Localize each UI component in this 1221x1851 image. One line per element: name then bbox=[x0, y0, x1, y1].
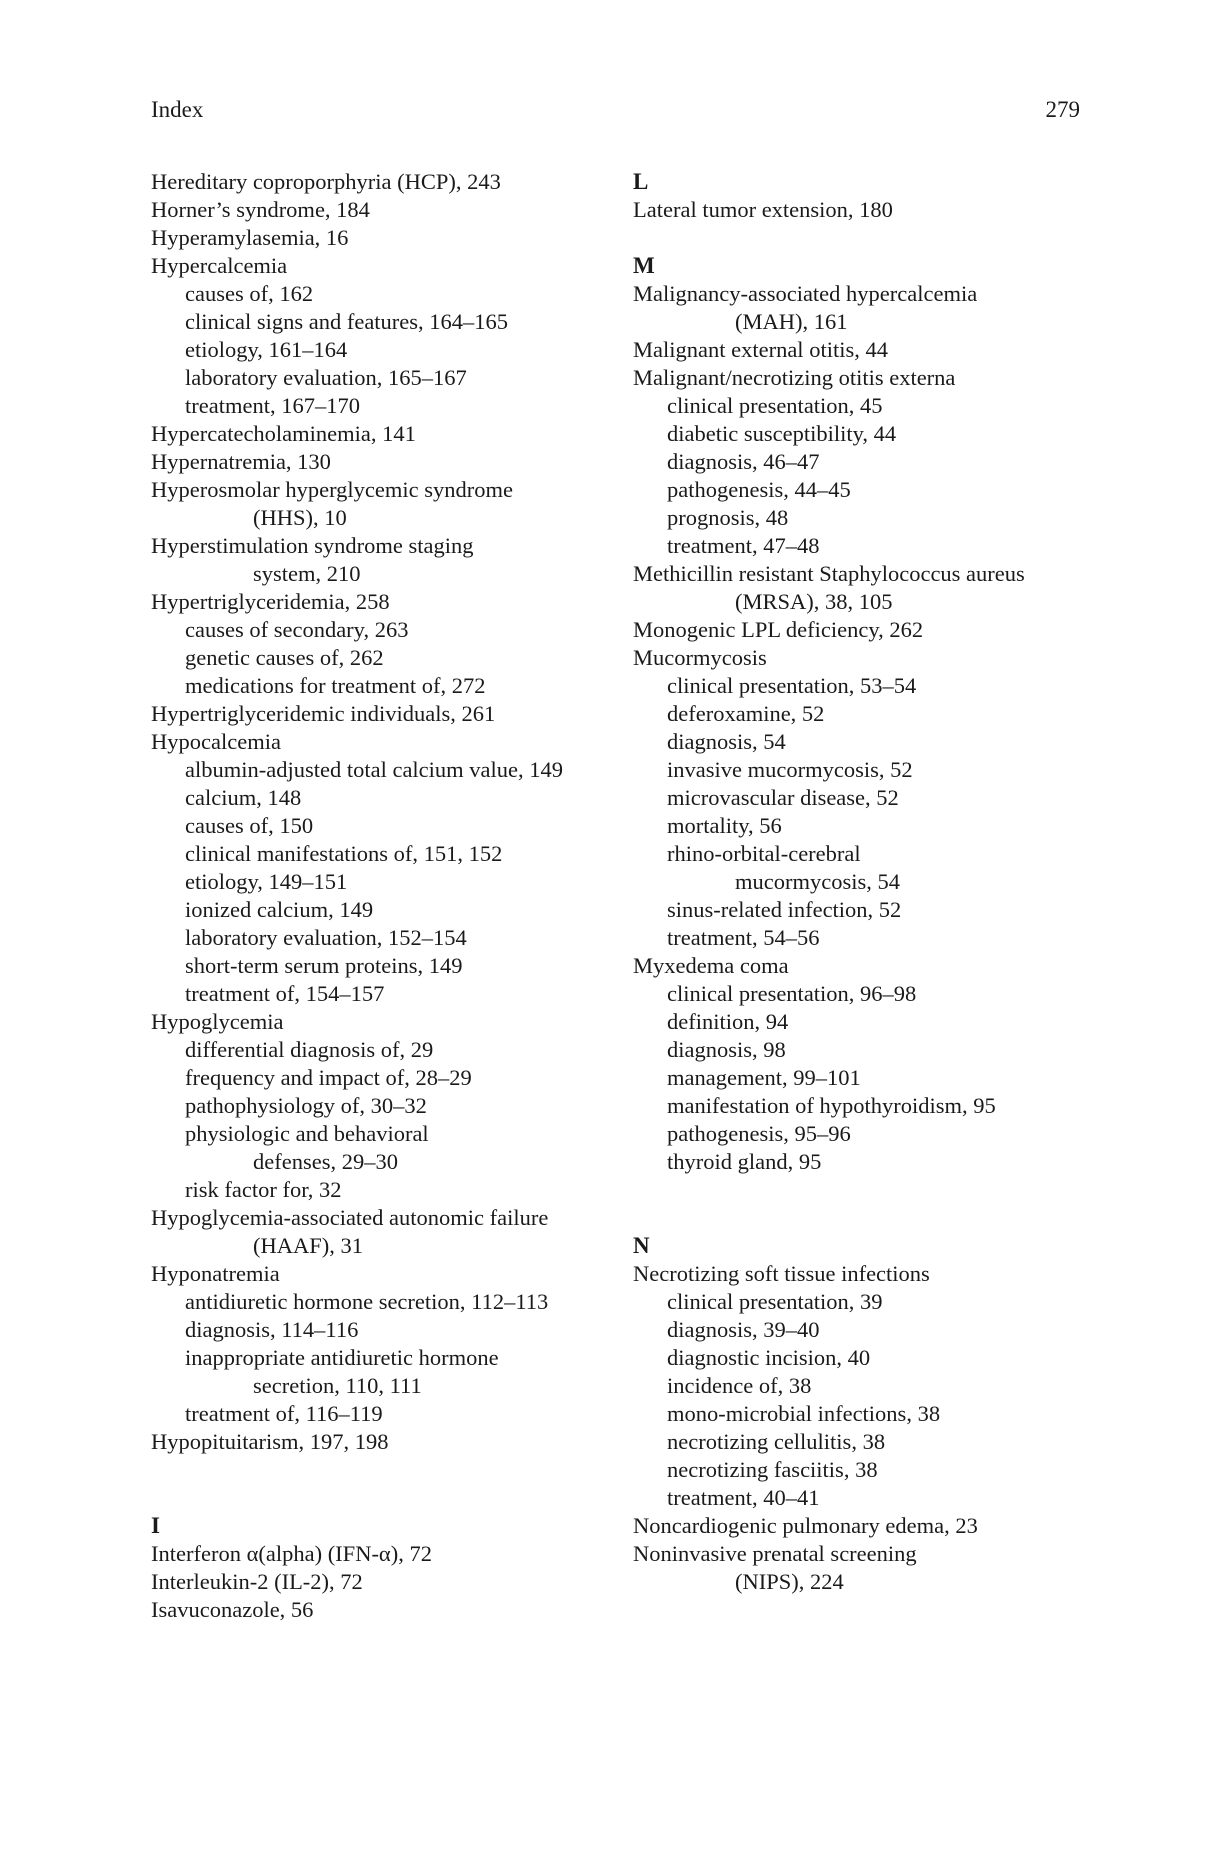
index-subentry: treatment, 167–170 bbox=[185, 393, 360, 418]
index-entry: Lateral tumor extension, 180 bbox=[633, 197, 893, 222]
index-entry: Horner’s syndrome, 184 bbox=[151, 197, 370, 222]
index-subentry: causes of, 162 bbox=[185, 281, 314, 306]
index-entry: Myxedema coma bbox=[633, 953, 789, 978]
index-subentry: differential diagnosis of, 29 bbox=[185, 1037, 434, 1062]
index-entry: Hypernatremia, 130 bbox=[151, 449, 331, 474]
index-subentry: pathogenesis, 44–45 bbox=[667, 477, 851, 502]
index-subentry: inappropriate antidiuretic hormone secretion, 110, 111 bbox=[151, 1344, 621, 1400]
index-column-left bbox=[151, 168, 621, 1624]
index-subentry: management, 99–101 bbox=[667, 1065, 861, 1090]
page-number: 279 bbox=[1045, 97, 1080, 122]
index-entry: Hyperamylasemia, 16 bbox=[151, 225, 349, 250]
index-subentry: etiology, 161–164 bbox=[185, 337, 348, 362]
index-subentry: clinical signs and features, 164–165 bbox=[185, 309, 509, 334]
index-subentry: risk factor for, 32 bbox=[185, 1177, 342, 1202]
index-subentry: deferoxamine, 52 bbox=[667, 701, 825, 726]
index-subentry: clinical presentation, 45 bbox=[667, 393, 883, 418]
index-subentry: diabetic susceptibility, 44 bbox=[667, 421, 897, 446]
index-subentry: calcium, 148 bbox=[185, 785, 302, 810]
index-subentry: causes of, 150 bbox=[185, 813, 314, 838]
index-entry: Hypercalcemia bbox=[151, 253, 288, 278]
index-subentry: mortality, 56 bbox=[667, 813, 782, 838]
index-subentry: physiologic and behavioral defenses, 29–30 bbox=[151, 1120, 621, 1176]
index-entry-continuation: mucormycosis, 54 bbox=[735, 869, 900, 894]
index-entry: Hypocalcemia bbox=[151, 729, 281, 754]
index-entry: Malignant external otitis, 44 bbox=[633, 337, 888, 362]
index-subentry: necrotizing fasciitis, 38 bbox=[667, 1457, 878, 1482]
index-subentry: necrotizing cellulitis, 38 bbox=[667, 1429, 886, 1454]
index-entry-continuation: secretion, 110, 111 bbox=[253, 1373, 422, 1398]
section-letter-i: I bbox=[151, 1513, 160, 1538]
index-subentry: pathophysiology of, 30–32 bbox=[185, 1093, 427, 1118]
index-subentry: prognosis, 48 bbox=[667, 505, 789, 530]
running-head-section: Index bbox=[151, 97, 204, 122]
index-subentry: pathogenesis, 95–96 bbox=[667, 1121, 851, 1146]
index-entry-continuation: system, 210 bbox=[253, 561, 361, 586]
index-subentry: treatment of, 154–157 bbox=[185, 981, 385, 1006]
index-subentry: microvascular disease, 52 bbox=[667, 785, 899, 810]
index-subentry: diagnosis, 98 bbox=[667, 1037, 786, 1062]
index-subentry: incidence of, 38 bbox=[667, 1373, 812, 1398]
index-entry: Malignancy-associated hypercalcemia (MAH), 161 bbox=[633, 280, 1093, 336]
index-entry: Mucormycosis bbox=[633, 645, 767, 670]
index-entry-continuation: (MAH), 161 bbox=[735, 309, 848, 334]
section-letter-l: L bbox=[633, 169, 649, 194]
index-entry: Hyperstimulation syndrome staging system, 210 bbox=[151, 532, 621, 588]
index-subentry: diagnostic incision, 40 bbox=[667, 1345, 871, 1370]
index-subentry: thyroid gland, 95 bbox=[667, 1149, 822, 1174]
index-subentry: genetic causes of, 262 bbox=[185, 645, 384, 670]
index-subentry: causes of secondary, 263 bbox=[185, 617, 409, 642]
index-column-right bbox=[633, 168, 1093, 1596]
index-subentry: treatment, 54–56 bbox=[667, 925, 820, 950]
index-subentry: etiology, 149–151 bbox=[185, 869, 348, 894]
index-subentry: invasive mucormycosis, 52 bbox=[667, 757, 913, 782]
index-entry: Hypercatecholaminemia, 141 bbox=[151, 421, 416, 446]
index-entry: Hypopituitarism, 197, 198 bbox=[151, 1429, 389, 1454]
index-entry: Noninvasive prenatal screening (NIPS), 224 bbox=[633, 1540, 1093, 1596]
index-entry-continuation: (NIPS), 224 bbox=[735, 1569, 844, 1594]
index-subentry: mono-microbial infections, 38 bbox=[667, 1401, 941, 1426]
index-entry: Interleukin-2 (IL-2), 72 bbox=[151, 1569, 363, 1594]
index-subentry: clinical presentation, 39 bbox=[667, 1289, 883, 1314]
index-entry: Hypertriglyceridemic individuals, 261 bbox=[151, 701, 496, 726]
index-subentry: diagnosis, 114–116 bbox=[185, 1317, 359, 1342]
index-entry: Monogenic LPL deficiency, 262 bbox=[633, 617, 924, 642]
index-subentry: sinus-related infection, 52 bbox=[667, 897, 902, 922]
index-subentry: diagnosis, 46–47 bbox=[667, 449, 820, 474]
index-entry: Hyperosmolar hyperglycemic syndrome (HHS), 10 bbox=[151, 476, 621, 532]
index-entry: Necrotizing soft tissue infections bbox=[633, 1261, 930, 1286]
index-subentry: rhino-orbital-cerebral mucormycosis, 54 bbox=[633, 840, 1093, 896]
index-subentry: clinical manifestations of, 151, 152 bbox=[185, 841, 503, 866]
index-subentry: diagnosis, 39–40 bbox=[667, 1317, 820, 1342]
index-entry: Methicillin resistant Staphylococcus aureus (MRSA), 38, 105 bbox=[633, 560, 1093, 616]
index-entry: Hypoglycemia-associated autonomic failure (HAAF), 31 bbox=[151, 1204, 621, 1260]
section-letter-n: N bbox=[633, 1233, 650, 1258]
index-entry: Isavuconazole, 56 bbox=[151, 1597, 314, 1622]
index-subentry: clinical presentation, 96–98 bbox=[667, 981, 917, 1006]
index-subentry: clinical presentation, 53–54 bbox=[667, 673, 917, 698]
section-letter-m: M bbox=[633, 253, 655, 278]
index-entry-continuation: (HAAF), 31 bbox=[253, 1233, 363, 1258]
index-subentry: laboratory evaluation, 165–167 bbox=[185, 365, 467, 390]
index-subentry: laboratory evaluation, 152–154 bbox=[185, 925, 467, 950]
index-subentry: frequency and impact of, 28–29 bbox=[185, 1065, 472, 1090]
index-entry-continuation: defenses, 29–30 bbox=[253, 1149, 398, 1174]
index-subentry: antidiuretic hormone secretion, 112–113 bbox=[185, 1289, 549, 1314]
index-entry: Hyponatremia bbox=[151, 1261, 280, 1286]
index-subentry: definition, 94 bbox=[667, 1009, 789, 1034]
index-entry: Hereditary coproporphyria (HCP), 243 bbox=[151, 169, 501, 194]
index-entry-continuation: (MRSA), 38, 105 bbox=[735, 589, 893, 614]
index-entry: Hypoglycemia bbox=[151, 1009, 284, 1034]
index-subentry: ionized calcium, 149 bbox=[185, 897, 374, 922]
index-subentry: manifestation of hypothyroidism, 95 bbox=[667, 1093, 996, 1118]
index-subentry: short-term serum proteins, 149 bbox=[185, 953, 463, 978]
index-subentry: treatment of, 116–119 bbox=[185, 1401, 383, 1426]
index-subentry: medications for treatment of, 272 bbox=[185, 673, 486, 698]
index-subentry: albumin-adjusted total calcium value, 149 bbox=[185, 757, 564, 782]
index-subentry: diagnosis, 54 bbox=[667, 729, 786, 754]
index-subentry: treatment, 40–41 bbox=[667, 1485, 820, 1510]
index-entry-continuation: (HHS), 10 bbox=[253, 505, 347, 530]
index-entry: Noncardiogenic pulmonary edema, 23 bbox=[633, 1513, 978, 1538]
index-entry: Hypertriglyceridemia, 258 bbox=[151, 589, 390, 614]
index-entry: Malignant/necrotizing otitis externa bbox=[633, 365, 956, 390]
index-entry: Interferon α(alpha) (IFN-α), 72 bbox=[151, 1541, 432, 1566]
index-subentry: treatment, 47–48 bbox=[667, 533, 820, 558]
